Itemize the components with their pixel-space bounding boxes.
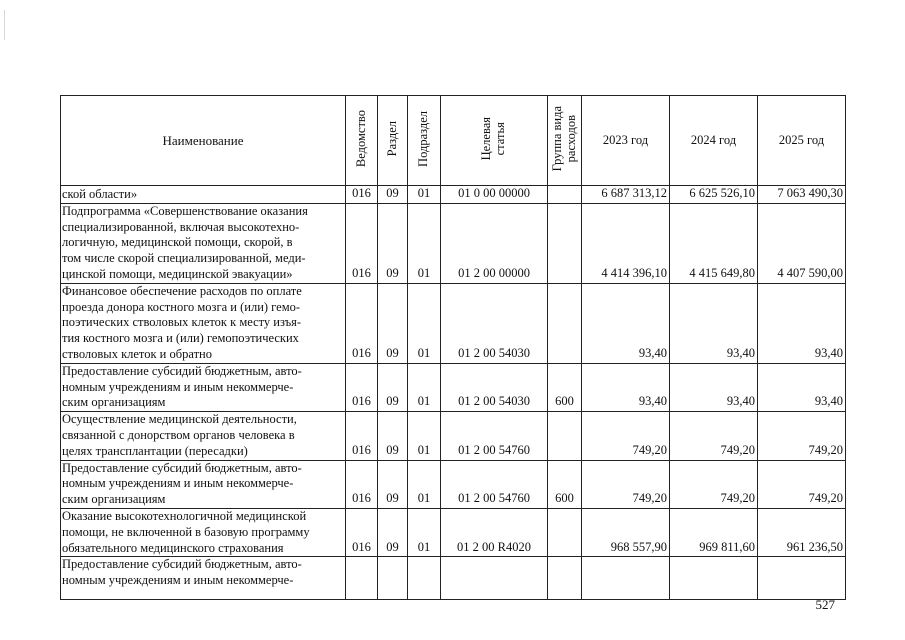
table-header-row: [61, 96, 846, 186]
cell-2025: 7 063 490,30: [758, 186, 846, 204]
cell-vedomstvo: 016: [346, 508, 378, 556]
row-name-line: ским организациям: [62, 492, 166, 507]
cell-celevaya: 01 2 00 54760: [441, 460, 548, 508]
row-name: [61, 203, 346, 283]
cell-gruppa: [548, 557, 582, 600]
cell-2024: 6 625 526,10: [670, 186, 758, 204]
header-celevaya-line2: статья: [493, 121, 507, 156]
budget-table: [60, 95, 846, 600]
cell-2025: 961 236,50: [758, 508, 846, 556]
header-gruppa-line2: расходов: [563, 114, 578, 163]
cell-2023: 4 414 396,10: [582, 203, 670, 283]
cell-podrazdel: 01: [408, 412, 441, 460]
cell-vedomstvo: 016: [346, 460, 378, 508]
cell-celevaya: 01 2 00 R4020: [441, 508, 548, 556]
cell-2024: 93,40: [670, 283, 758, 363]
cell-podrazdel: 01: [408, 283, 441, 363]
row-name-line: проезда донора костного мозга и (или) гемо-: [62, 299, 301, 314]
cell-gruppa: [548, 203, 582, 283]
row-name-line: номным учреждениям и иным некоммерче-: [62, 573, 294, 588]
cell-razdel: 09: [378, 186, 408, 204]
cell-2023: [582, 557, 670, 600]
row-name-line: цинской помощи, медицинской эвакуации»: [62, 266, 293, 281]
table-row: [61, 412, 846, 460]
header-gruppa: [548, 96, 582, 186]
cell-gruppa: [548, 412, 582, 460]
row-name-line: поэтических стволовых клеток к месту изъя-: [62, 315, 302, 330]
row-name: [61, 283, 346, 363]
cell-2025: 93,40: [758, 363, 846, 411]
cell-vedomstvo: 016: [346, 363, 378, 411]
cell-vedomstvo: 016: [346, 283, 378, 363]
cell-2025: [758, 557, 846, 600]
cell-podrazdel: [408, 557, 441, 600]
cell-celevaya: 01 2 00 54030: [441, 363, 548, 411]
row-name-line: номным учреждениям и иным некоммерче-: [62, 476, 294, 491]
header-vedomstvo: [346, 96, 378, 186]
cell-celevaya: 01 2 00 54030: [441, 283, 548, 363]
row-name-line: тия костного мозга и (или) гемопоэтических: [62, 331, 299, 346]
row-name-line: ской области»: [62, 187, 138, 201]
cell-gruppa: [548, 283, 582, 363]
cell-podrazdel: 01: [408, 186, 441, 204]
cell-2025: 4 407 590,00: [758, 203, 846, 283]
header-podrazdel: [408, 96, 441, 186]
cell-2023: 749,20: [582, 412, 670, 460]
cell-razdel: 09: [378, 460, 408, 508]
row-name: [61, 508, 346, 556]
cell-2024: 93,40: [670, 363, 758, 411]
cell-gruppa: [548, 186, 582, 204]
header-2025: [758, 96, 846, 186]
cell-razdel: 09: [378, 508, 408, 556]
row-name-line: целях трансплантации (пересадки): [62, 443, 248, 458]
header-2023-label: 2023 год: [602, 133, 649, 147]
table-row: [61, 203, 846, 283]
cell-razdel: 09: [378, 412, 408, 460]
row-name-line: Предоставление субсидий бюджетным, авто-: [62, 557, 302, 572]
cell-vedomstvo: 016: [346, 203, 378, 283]
header-2025-label: 2025 год: [778, 133, 825, 147]
header-name: [61, 96, 346, 186]
row-name-line: Подпрограмма «Совершенствование оказания: [62, 203, 308, 218]
cell-razdel: 09: [378, 363, 408, 411]
table-row: [61, 186, 846, 204]
header-razdel-label: Раздел: [384, 120, 399, 157]
cell-podrazdel: 01: [408, 203, 441, 283]
scan-edge-mark: [4, 10, 5, 40]
row-name-line: логичную, медицинской помощи, скорой, в: [62, 235, 293, 250]
header-2023: [582, 96, 670, 186]
cell-2025: 749,20: [758, 460, 846, 508]
table-body: [61, 186, 846, 600]
row-name-line: Финансовое обеспечение расходов по оплате: [62, 283, 302, 298]
cell-2024: 969 811,60: [670, 508, 758, 556]
header-celevaya-label: [480, 117, 508, 160]
row-name-line: Предоставление субсидий бюджетным, авто-: [62, 363, 302, 378]
row-name: [61, 363, 346, 411]
cell-razdel: 09: [378, 283, 408, 363]
cell-2023: 968 557,90: [582, 508, 670, 556]
cell-2024: [670, 557, 758, 600]
budget-table-container: [60, 95, 845, 600]
header-2024: [670, 96, 758, 186]
cell-celevaya: 01 2 00 00000: [441, 203, 548, 283]
row-name-line: том числе скорой специализированной, меди-: [62, 251, 306, 266]
table-row: [61, 283, 846, 363]
row-name-line: связанной с донорством органов человека в: [62, 427, 295, 442]
cell-2025: 93,40: [758, 283, 846, 363]
cell-celevaya: [441, 557, 548, 600]
row-name: [61, 460, 346, 508]
table-row: [61, 363, 846, 411]
cell-2023: 93,40: [582, 363, 670, 411]
cell-2023: 749,20: [582, 460, 670, 508]
row-name-line: Предоставление субсидий бюджетным, авто-: [62, 460, 302, 475]
row-name: [61, 557, 346, 600]
cell-gruppa: [548, 508, 582, 556]
cell-celevaya: 01 0 00 00000: [441, 186, 548, 204]
header-celevaya-line1: Целевая: [479, 116, 494, 161]
header-celevaya: [441, 96, 548, 186]
cell-podrazdel: 01: [408, 460, 441, 508]
cell-podrazdel: 01: [408, 508, 441, 556]
cell-2024: 749,20: [670, 412, 758, 460]
cell-2025: 749,20: [758, 412, 846, 460]
cell-2024: 749,20: [670, 460, 758, 508]
cell-gruppa: 600: [548, 363, 582, 411]
row-name-line: помощи, не включенной в базовую программу: [62, 524, 310, 539]
cell-razdel: 09: [378, 203, 408, 283]
row-name: [61, 186, 346, 204]
row-name-line: Оказание высокотехнологичной медицинской: [62, 508, 307, 523]
row-name-line: специализированной, включая высокотехно-: [62, 219, 300, 234]
header-gruppa-line1: Группа вида: [549, 105, 564, 172]
header-vedomstvo-label: Ведомство: [353, 109, 368, 168]
cell-2024: 4 415 649,80: [670, 203, 758, 283]
table-row-truncated: [61, 557, 846, 600]
row-name-line: номным учреждениям и иным некоммерче-: [62, 379, 294, 394]
cell-gruppa: 600: [548, 460, 582, 508]
cell-2023: 93,40: [582, 283, 670, 363]
row-name-line: стволовых клеток и обратно: [62, 346, 212, 361]
cell-2023: 6 687 313,12: [582, 186, 670, 204]
row-name: [61, 412, 346, 460]
row-name-line: Осуществление медицинской деятельности,: [62, 412, 297, 427]
header-razdel: [378, 96, 408, 186]
header-gruppa-label: [551, 106, 579, 171]
cell-vedomstvo: 016: [346, 186, 378, 204]
page-number: 527: [815, 597, 835, 612]
cell-podrazdel: 01: [408, 363, 441, 411]
table-row: [61, 460, 846, 508]
cell-vedomstvo: 016: [346, 412, 378, 460]
header-name-label: Наименование: [162, 132, 244, 148]
cell-vedomstvo: [346, 557, 378, 600]
header-podrazdel-label: Подраздел: [416, 110, 431, 167]
header-2024-label: 2024 год: [690, 133, 737, 147]
cell-razdel: [378, 557, 408, 600]
row-name-line: ским организациям: [62, 395, 166, 410]
row-name-line: обязательного медицинского страхования: [62, 540, 284, 555]
cell-celevaya: 01 2 00 54760: [441, 412, 548, 460]
table-row: [61, 508, 846, 556]
